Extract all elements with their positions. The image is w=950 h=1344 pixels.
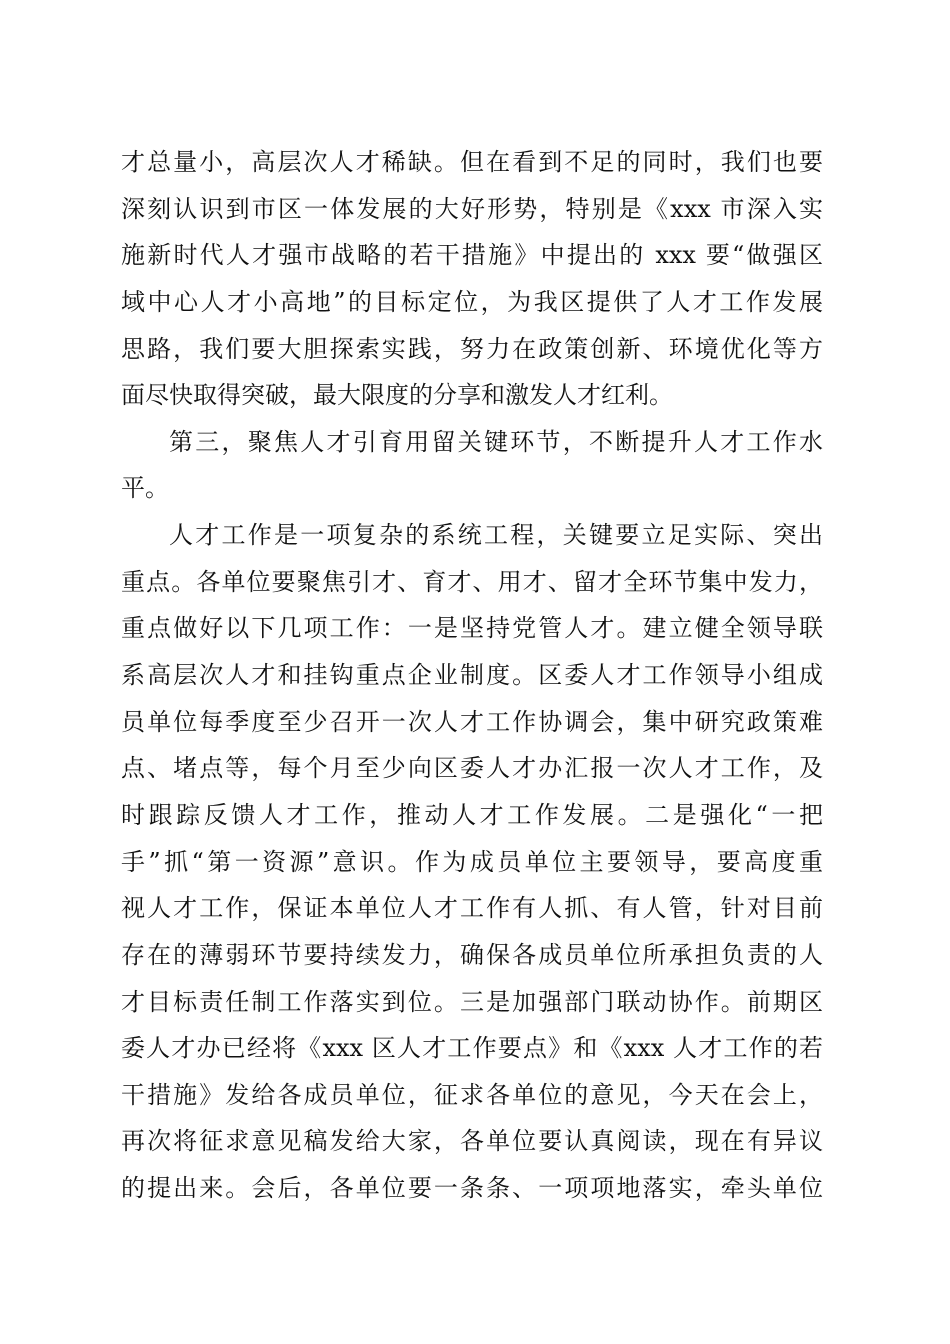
text-line: 手”抓“第一资源”意识。作为成员单位主要领导，要高度重 [121,847,823,876]
text-line: 面尽快取得突破，最大限度的分享和激发人才红利。 [121,381,673,410]
text-line: 域中心人才小高地”的目标定位，为我区提供了人才工作发展 [121,287,823,316]
text-line: 才目标责任制工作落实到位。三是加强部门联动协作。前期区 [121,987,823,1016]
text-line: 员单位每季度至少召开一次人才工作协调会，集中研究政策难 [121,707,823,736]
text-line: 点、堵点等，每个月至少向区委人才办汇报一次人才工作，及 [121,754,823,783]
text-line: 存在的薄弱环节要持续发力，确保各成员单位所承担负责的人 [121,940,823,969]
text-line: 思路，我们要大胆探索实践，努力在政策创新、环境优化等方 [121,334,823,363]
text-line: 重点做好以下几项工作：一是坚持党管人才。建立健全领导联 [121,614,823,643]
document-page [121,139,823,1212]
text-line: 委人才办已经将《xxx 区人才工作要点》和《xxx 人才工作的若 [121,1034,823,1063]
text-line: 深刻认识到市区一体发展的大好形势，特别是《xxx 市深入实 [121,194,823,223]
text-line: 干措施》发给各成员单位，征求各单位的意见，今天在会上， [121,1080,823,1109]
section-heading-line: 平。 [121,474,169,503]
section-heading-line: 第三，聚焦人才引育用留关键环节，不断提升人才工作水 [169,427,823,456]
text-line: 时跟踪反馈人才工作，推动人才工作发展。二是强化“一把 [121,800,823,829]
text-line: 系高层次人才和挂钩重点企业制度。区委人才工作领导小组成 [121,661,823,690]
text-line: 再次将征求意见稿发给大家，各单位要认真阅读，现在有异议 [121,1127,823,1156]
text-line: 视人才工作，保证本单位人才工作有人抓、有人管，针对目前 [121,894,823,923]
text-line: 施新时代人才强市战略的若干措施》中提出的 xxx 要“做强区 [121,241,823,270]
text-line: 重点。各单位要聚焦引才、育才、用才、留才全环节集中发力， [121,567,823,596]
text-line: 的提出来。会后，各单位要一条条、一项项地落实，牵头单位 [121,1174,823,1203]
text-line: 人才工作是一项复杂的系统工程，关键要立足实际、突出 [169,521,823,550]
text-line: 才总量小，高层次人才稀缺。但在看到不足的同时，我们也要 [121,148,823,176]
